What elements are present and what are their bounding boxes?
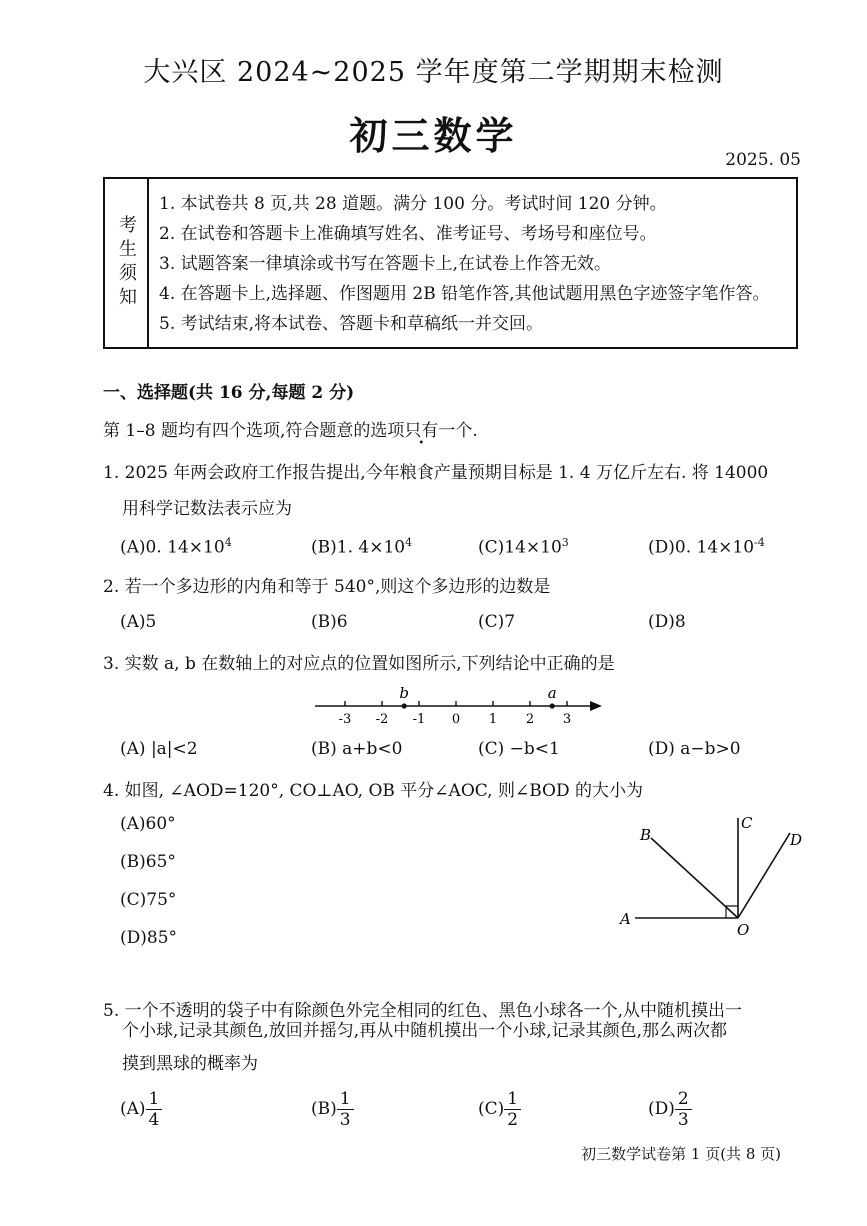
ray-od bbox=[738, 833, 790, 918]
arrow-head-icon bbox=[590, 701, 602, 711]
q1-option-d: (D)0. $14\times 10^{-4}$ bbox=[648, 536, 765, 558]
notice-item: 5. 考试结束,将本试卷、答题卡和草稿纸一并交回。 bbox=[159, 314, 544, 334]
notice-label: 考生须知 bbox=[116, 215, 137, 311]
q2-option-a: (A)5 bbox=[120, 612, 157, 632]
question-1-text-cont: 用科学记数法表示应为 bbox=[122, 499, 292, 519]
question-1-text: 1. 2025 年两会政府工作报告提出,今年粮食产量预期目标是 1. 4 万亿斤左右. 将 14000 bbox=[103, 463, 769, 483]
q5-option-b: (B) $\frac{1}{3}$ bbox=[311, 1089, 354, 1130]
number-line-point-label: b bbox=[399, 684, 410, 702]
q4-option-b: (B)65° bbox=[120, 852, 176, 872]
q1-option-a: (A)0. $14\times 10^4$ bbox=[120, 536, 232, 558]
subject-title: 初三数学 bbox=[349, 113, 518, 158]
q3-option-a: (A) |a|<2 bbox=[120, 739, 198, 759]
instruction-emphasis: 只有 bbox=[404, 421, 439, 441]
number-line-point-b bbox=[402, 703, 407, 708]
q5-option-a: (A) $\frac{1}{4}$ bbox=[120, 1089, 162, 1130]
q2-option-c: (C)7 bbox=[478, 612, 516, 632]
question-5-text-end: 摸到黑球的概率为 bbox=[122, 1054, 258, 1074]
notice-item: 4. 在答题卡上,选择题、作图题用 2B 铅笔作答,其他试题用黑色字迹签字笔作答。 bbox=[159, 284, 770, 304]
candidate-notice-box bbox=[103, 177, 798, 349]
q2-option-b: (B)6 bbox=[311, 612, 348, 632]
instruction-text-end: 一个. bbox=[438, 421, 478, 441]
label-b: B bbox=[640, 826, 652, 844]
number-line-point-label: a bbox=[547, 684, 557, 702]
q3-option-c: (C) −b<1 bbox=[478, 739, 560, 759]
section-title: 一、选择题(共 16 分,每题 2 分) bbox=[103, 383, 355, 403]
number-line-tick-label: -3 bbox=[338, 712, 352, 727]
section-instruction bbox=[103, 416, 478, 441]
question-2-text: 2. 若一个多边形的内角和等于 540°,则这个多边形的边数是 bbox=[103, 577, 551, 597]
q4-option-c: (C)75° bbox=[120, 890, 177, 910]
notice-item: 1. 本试卷共 8 页,共 28 道题。满分 100 分。考试时间 120 分钟。 bbox=[159, 194, 667, 214]
number-line-tick-label: 3 bbox=[562, 712, 572, 727]
q2-option-d: (D)8 bbox=[648, 612, 686, 632]
notice-item: 2. 在试卷和答题卡上准确填写姓名、准考证号、考场号和座位号。 bbox=[159, 224, 657, 244]
q4-option-a: (A)60° bbox=[120, 814, 176, 834]
question-3-text: 3. 实数 a, b 在数轴上的对应点的位置如图所示,下列结论中正确的是 bbox=[103, 654, 615, 674]
ray-ob bbox=[651, 838, 738, 918]
q3-option-d: (D) a−b>0 bbox=[648, 739, 741, 759]
q5-option-c: (C) $\frac{1}{2}$ bbox=[478, 1089, 521, 1130]
exam-title: 大兴区 2024~2025 学年度第二学期期末检测 bbox=[143, 57, 724, 88]
label-a: A bbox=[620, 910, 631, 928]
q1-option-c: $(C)14\times 10^3$ bbox=[478, 536, 569, 558]
q3-option-b: (B) a+b<0 bbox=[311, 739, 403, 759]
number-line-tick-label: -1 bbox=[412, 712, 426, 727]
number-line-tick-label: 0 bbox=[451, 712, 461, 727]
notice-list bbox=[159, 189, 790, 339]
number-line-point-a bbox=[550, 703, 555, 708]
notice-label-cell bbox=[105, 179, 149, 347]
right-angle-mark bbox=[726, 906, 738, 918]
q5-option-d: (D) $\frac{2}{3}$ bbox=[648, 1089, 692, 1130]
question-4-text: 4. 如图, ∠AOD=120°, CO⊥AO, OB 平分∠AOC, 则∠BOD 的大小为 bbox=[103, 781, 643, 801]
label-d: D bbox=[790, 831, 803, 849]
number-line-tick-label: 2 bbox=[525, 712, 535, 727]
question-5-text-cont: 个小球,记录其颜色,放回并摇匀,再从中随机摸出一个小球,记录其颜色,那么两次都 bbox=[122, 1021, 728, 1041]
question-5-text: 5. 一个不透明的袋子中有除颜色外完全相同的红色、黑色小球各一个,从中随机摸出一 bbox=[103, 1001, 743, 1021]
page-footer: 初三数学试卷第 1 页(共 8 页) bbox=[581, 1145, 781, 1163]
exam-date: 2025. 05 bbox=[725, 150, 801, 170]
q1-option-b: (B)1. $4\times 10^4$ bbox=[311, 536, 413, 558]
q4-option-d: (D)85° bbox=[120, 928, 178, 948]
notice-item: 3. 试题答案一律填涂或书写在答题卡上,在试卷上作答无效。 bbox=[159, 254, 612, 274]
label-o: O bbox=[737, 921, 750, 939]
instruction-text: 第 1–8 题均有四个选项,符合题意的选项 bbox=[103, 421, 405, 441]
label-c: C bbox=[741, 814, 753, 832]
number-line-tick-label: 1 bbox=[488, 712, 498, 727]
number-line-tick-label: -2 bbox=[375, 712, 389, 727]
